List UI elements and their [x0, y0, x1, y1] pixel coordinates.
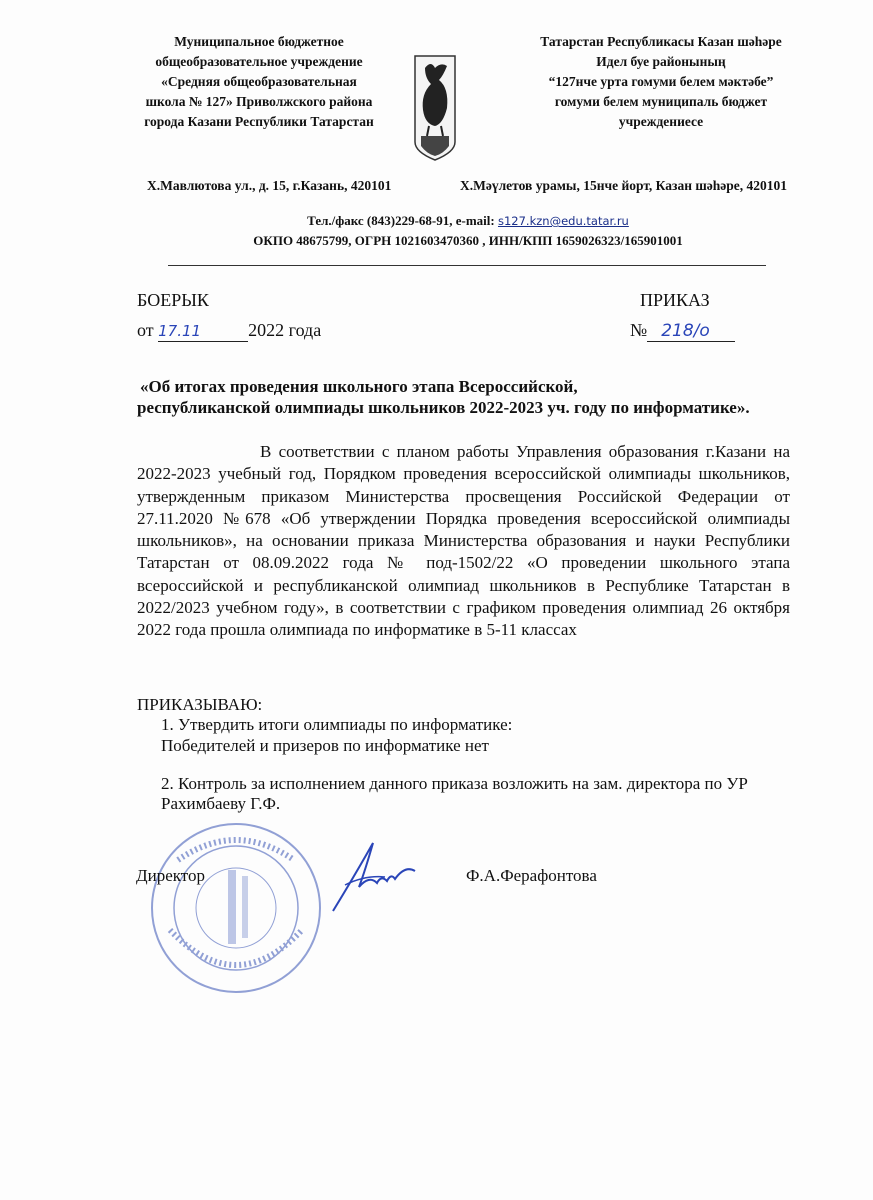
registry-codes: ОКПО 48675799, ОГРН 1021603470360 , ИНН/КПП 1659026323/165901001 — [253, 233, 683, 248]
email-link[interactable]: s127.kzn@edu.tatar.ru — [497, 214, 629, 228]
header-divider — [168, 265, 766, 266]
header-line: Татарстан Республикасы Казан шәһәре — [540, 34, 782, 49]
order-label-ru: ПРИКАЗ — [640, 290, 710, 310]
header-line: “127нче урта гомуми белем мәктәбе” — [548, 74, 774, 89]
title-line: «Об итогах проведения школьного этапа Всероссийской, — [140, 377, 578, 396]
contacts — [0, 211, 873, 250]
preamble-text: В соответствии с планом работы Управления образования г.Казани на 2022-2023 учебный год, Порядком проведения всероссийской олимпиады школьников, утвержденным приказом Министерства просвещения Российской Федерации от 27.11.2020 №678 «Об утверждении Порядка проведения всероссийской олимпиады школьников», на основании приказа Министерства образования и науки Республики Татарстан от 08.09.2022 года № под-1502/22 «О проведении школьного этапа всероссийской и республиканской олимпиад школьников в Республике Татарстан в 2022/2023 учебном году», в соответствии с графиком проведения олимпиад 26 октября 2022 года прошла олимпиада по информатике в 5-11 классах — [137, 442, 790, 640]
order-title — [137, 376, 750, 418]
decree-item-1-detail: Победителей и призеров по информатике нет — [161, 736, 489, 755]
signature-role: Директор — [136, 866, 205, 885]
handwritten-date: 17.11 — [158, 322, 202, 340]
header-line: Идел буе районының — [596, 54, 726, 69]
director-signature — [325, 835, 420, 915]
date-prefix: от — [137, 320, 154, 340]
header-line: гомуми белем муниципаль бюджет — [554, 94, 768, 109]
handwritten-number: 218/о — [661, 321, 710, 341]
order-number — [630, 320, 735, 342]
title-line: республиканской олимпиады школьников 2022-2023 уч. году по информатике». — [137, 398, 750, 417]
decree-item-1: 1. Утвердить итоги олимпиады по информатике: — [161, 715, 513, 734]
header-line: «Средняя общеобразовательная — [161, 74, 357, 89]
order-date — [137, 320, 321, 342]
school-name-ru — [128, 32, 390, 132]
school-name-tat — [520, 32, 802, 132]
phone-fax: Тел./факс (843)229-68-91, e-mail: — [307, 213, 498, 228]
decree-item-2: 2. Контроль за исполнением данного приказа возложить на зам. директора по УР — [161, 774, 748, 793]
address-ru: Х.Мавлютова ул., д. 15, г.Казань, 420101 — [147, 178, 392, 193]
number-prefix: № — [630, 320, 648, 340]
official-stamp-icon — [148, 820, 324, 996]
decree-heading: ПРИКАЗЫВАЮ: — [137, 695, 263, 714]
header-line: Муниципальное бюджетное — [174, 34, 344, 49]
address-tat: Х.Мәүлетов урамы, 15нче йорт, Казан шәһәре, 420101 — [460, 178, 788, 193]
signature-name: Ф.А.Ферафонтова — [466, 866, 597, 885]
date-suffix: 2022 года — [248, 320, 322, 340]
order-label-tat: БОЕРЫК — [137, 290, 209, 310]
decree-item-2-cont: Рахимбаеву Г.Ф. — [161, 794, 281, 813]
kazan-coat-of-arms-icon — [413, 54, 457, 162]
header-line: школа № 127» Приволжского района — [145, 94, 373, 109]
header-line: города Казани Республики Татарстан — [144, 114, 374, 129]
header-line: общеобразовательное учреждение — [155, 54, 363, 69]
header-line: учреждениесе — [618, 114, 704, 129]
